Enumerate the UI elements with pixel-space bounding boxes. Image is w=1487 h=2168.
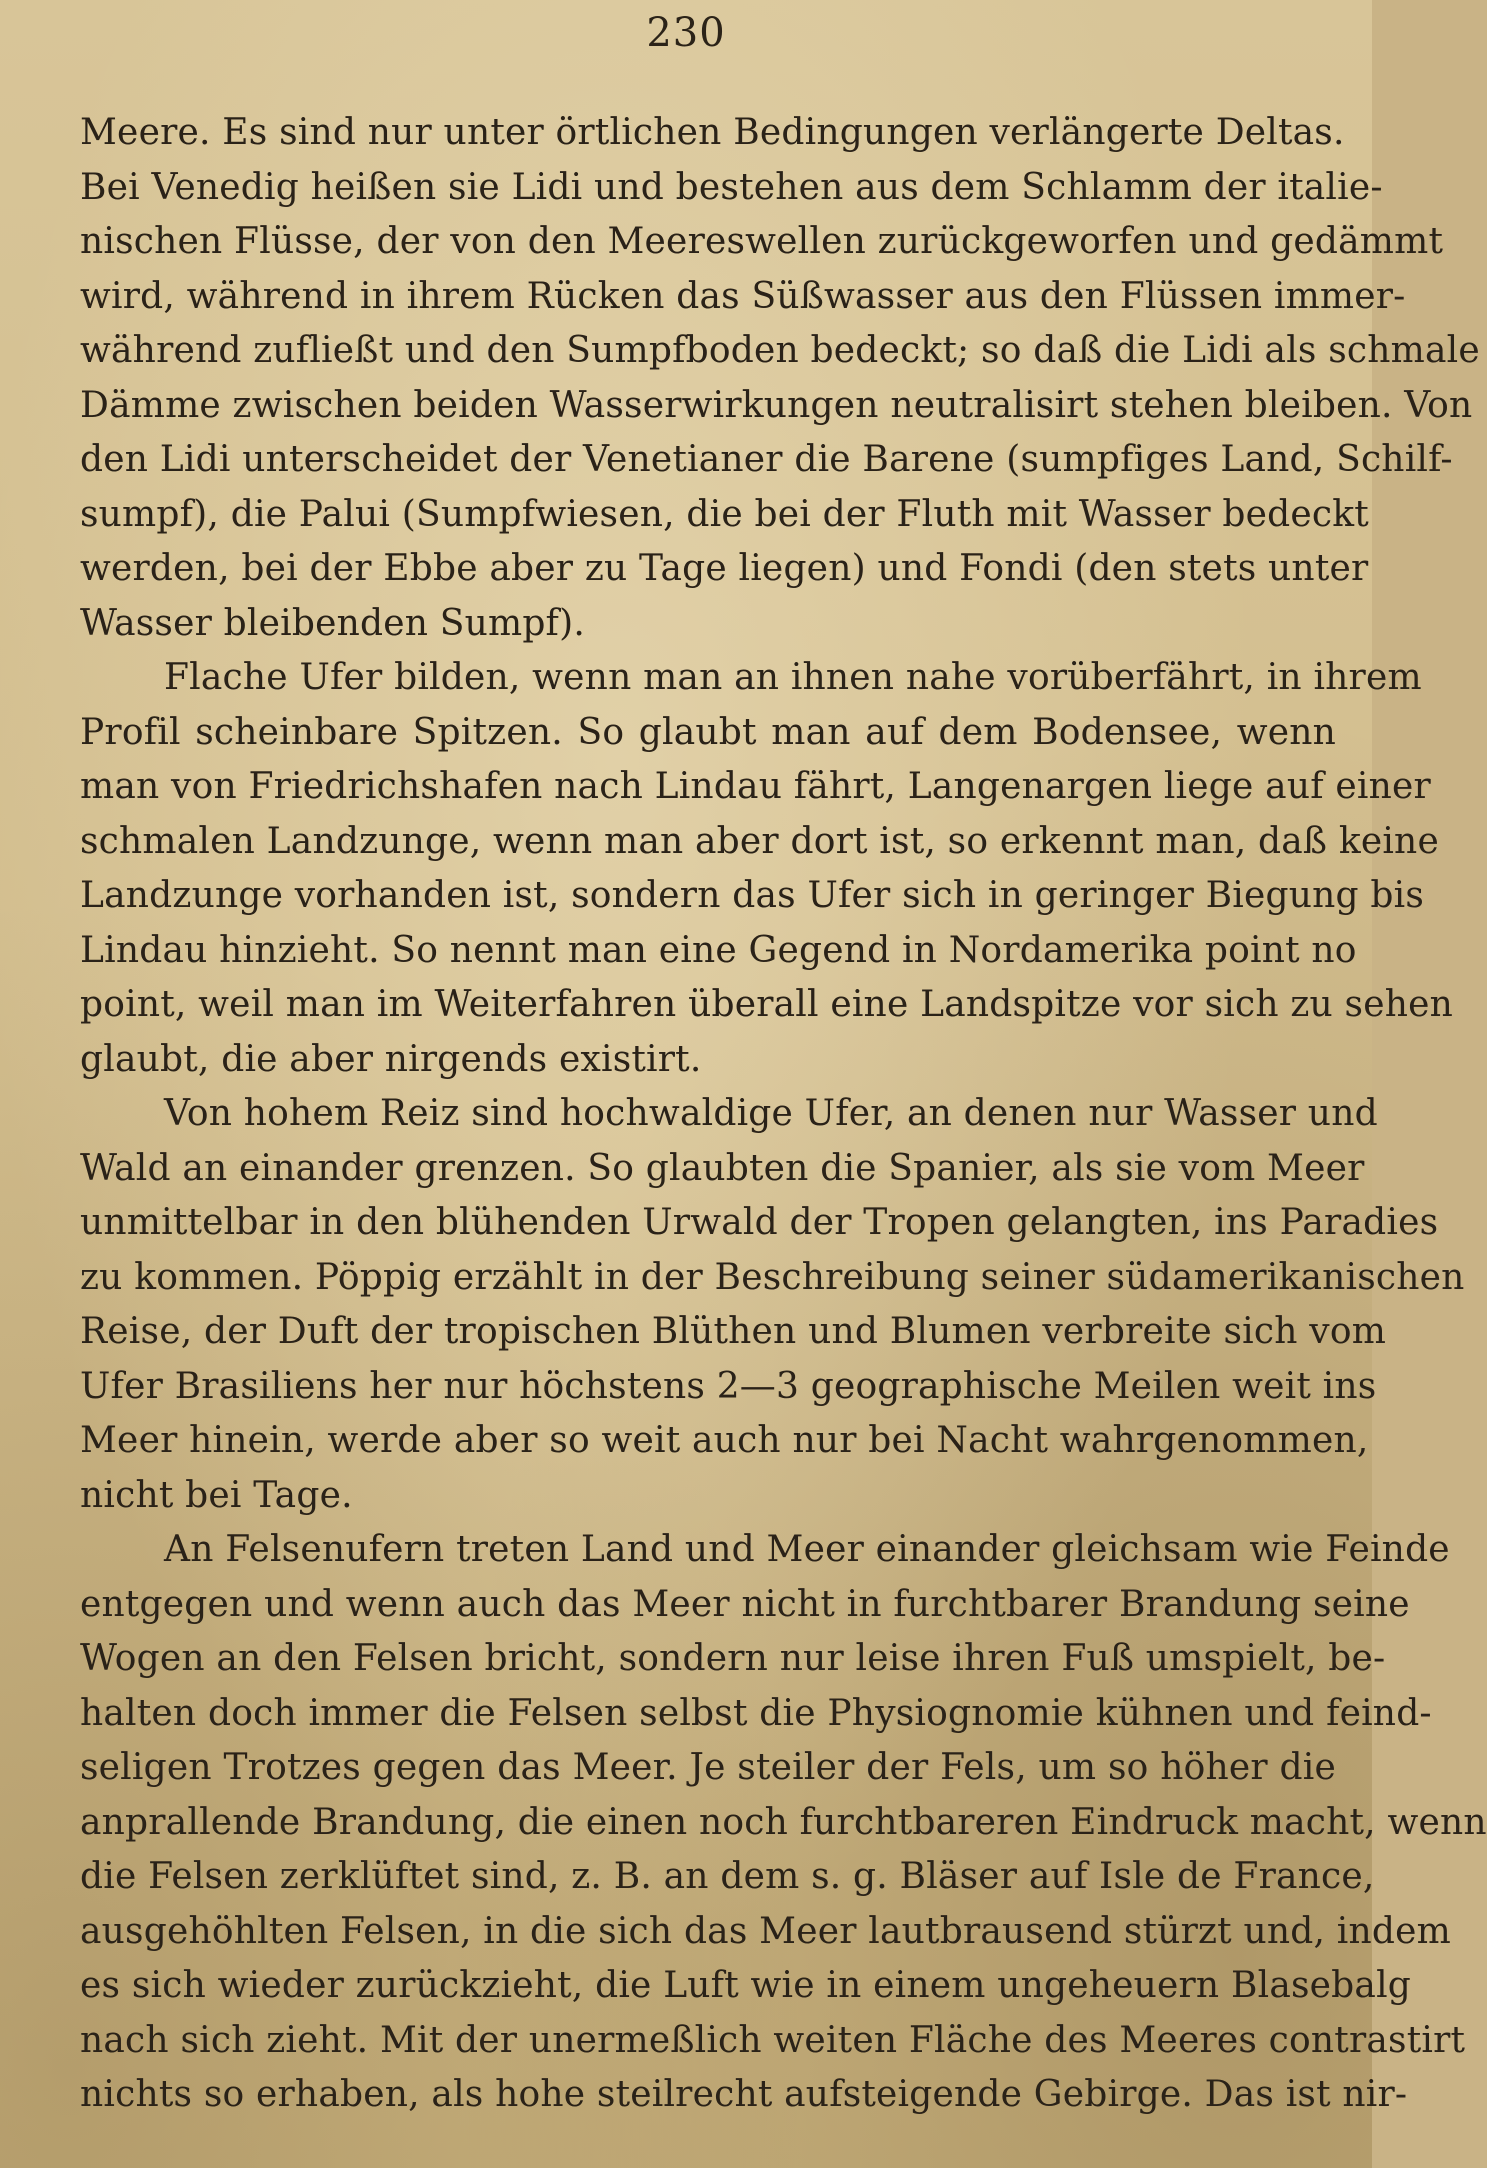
text-line: sumpf), die Palui (Sumpfwiesen, die bei der Fluth mit Wasser bedeckt bbox=[80, 493, 1369, 535]
text-line: ausgehöhlten Felsen, in die sich das Meer lautbrausend stürzt und, indem bbox=[80, 1910, 1451, 1952]
text-line: die Felsen zerklüftet sind, z. B. an dem s. g. Bläser auf Isle de France, bbox=[80, 1856, 1375, 1897]
text-line: während zufließt und den Sumpfboden bedeckt; so daß die Lidi als schmale bbox=[80, 330, 1480, 371]
text-line: Von hohem Reiz sind hochwaldige Ufer, an denen nur Wasser und bbox=[164, 1093, 1378, 1134]
paragraph bbox=[80, 106, 1480, 651]
text-line: Bei Venedig heißen sie Lidi und bestehen aus dem Schlamm der italie- bbox=[80, 166, 1383, 208]
text-line: wird, während in ihrem Rücken das Süßwasser aus den Flüssen immer- bbox=[80, 275, 1406, 317]
text-line: nichts so erhaben, als hohe steilrecht aufsteigende Gebirge. Das ist nir- bbox=[80, 2074, 1408, 2115]
text-line: anprallende Brandung, die einen noch furchtbareren Eindruck macht, wenn bbox=[80, 1801, 1487, 1843]
text-line: glaubt, die aber nirgends existirt. bbox=[80, 1038, 702, 1080]
text-line: Flache Ufer bilden, wenn man an ihnen nahe vorüberfährt, in ihrem bbox=[164, 657, 1422, 698]
text-line: Dämme zwischen beiden Wasserwirkungen neutralisirt stehen bleiben. Von bbox=[80, 384, 1473, 426]
text-line: seligen Trotzes gegen das Meer. Je steiler der Fels, um so höher die bbox=[80, 1747, 1336, 1788]
text-line: Meer hinein, werde aber so weit auch nur bei Nacht wahrgenommen, bbox=[80, 1420, 1369, 1461]
paragraph bbox=[80, 651, 1454, 1087]
text-line: entgegen und wenn auch das Meer nicht in furchtbarer Brandung seine bbox=[80, 1583, 1410, 1625]
text-line: nicht bei Tage. bbox=[80, 1474, 353, 1516]
text-line: Wasser bleibenden Sumpf). bbox=[80, 602, 585, 644]
text-line: halten doch immer die Felsen selbst die Physiognomie kühnen und feind- bbox=[80, 1692, 1432, 1734]
text-line: Wald an einander grenzen. So glaubten die Spanier, als sie vom Meer bbox=[80, 1147, 1365, 1189]
text-line: den Lidi unterscheidet der Venetianer die Barene (sumpfiges Land, Schilf- bbox=[80, 439, 1453, 480]
body-text bbox=[80, 106, 1487, 2146]
text-line: Lindau hinzieht. So nennt man eine Gegend in Nordamerika point no bbox=[80, 929, 1357, 971]
text-line: An Felsenufern treten Land und Meer einander gleichsam wie Feinde bbox=[164, 1529, 1450, 1570]
text-line: nach sich zieht. Mit der unermeßlich weiten Fläche des Meeres contrastirt bbox=[80, 2019, 1466, 2061]
text-line: unmittelbar in den blühenden Urwald der Tropen gelangten, ins Paradies bbox=[80, 1202, 1439, 1243]
text-line: Wogen an den Felsen bricht, sondern nur leise ihren Fuß umspielt, be- bbox=[80, 1638, 1386, 1679]
text-line: schmalen Landzunge, wenn man aber dort ist, so erkennt man, daß keine bbox=[80, 820, 1439, 862]
text-line: es sich wieder zurückzieht, die Luft wie in einem ungeheuern Blasebalg bbox=[80, 1965, 1412, 2006]
text-line: zu kommen. Pöppig erzählt in der Beschreibung seiner südamerikanischen bbox=[80, 1256, 1465, 1298]
paragraph bbox=[80, 1523, 1487, 2123]
text-line: Reise, der Duft der tropischen Blüthen und Blumen verbreite sich vom bbox=[80, 1311, 1387, 1352]
text-line: Ufer Brasiliens her nur höchstens 2—3 geographische Meilen weit ins bbox=[80, 1365, 1377, 1407]
text-line: Profil scheinbare Spitzen. So glaubt man auf dem Bodensee, wenn bbox=[80, 711, 1336, 753]
text-line: werden, bei der Ebbe aber zu Tage liegen) und Fondi (den stets unter bbox=[80, 548, 1369, 589]
paragraph bbox=[80, 1087, 1465, 1523]
text-line: nischen Flüsse, der von den Meereswellen zurückgeworfen und gedämmt bbox=[80, 221, 1444, 262]
page-number: 230 bbox=[646, 10, 726, 56]
text-line: Landzunge vorhanden ist, sondern das Ufer sich in geringer Biegung bis bbox=[80, 875, 1425, 916]
text-line: man von Friedrichshafen nach Lindau fährt, Langenargen liege auf einer bbox=[80, 766, 1431, 807]
text-line: Meere. Es sind nur unter örtlichen Bedingungen verlängerte Deltas. bbox=[80, 112, 1345, 153]
text-line: point, weil man im Weiterfahren überall eine Landspitze vor sich zu sehen bbox=[80, 984, 1454, 1025]
